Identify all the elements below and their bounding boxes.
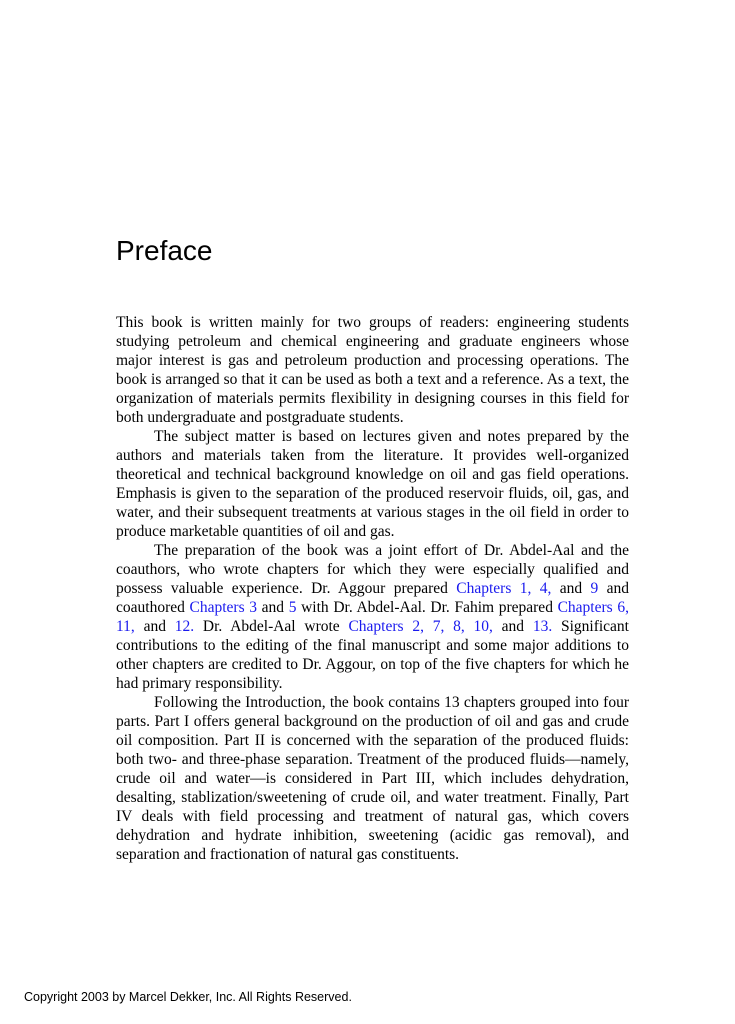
page-title: Preface [116, 235, 213, 266]
paragraph-3-text-4: and [257, 599, 289, 616]
paragraph-3-text-1: The preparation of the book was a joint effort of Dr. Abdel-Aal and the coauthors, who wrote chapters for which they were especially qualified and possess valuable experience. Dr. Aggour prepared [116, 542, 629, 597]
paragraph-3-text-2: and [551, 580, 591, 597]
chapter-link-3[interactable]: Chapters 3 [189, 599, 258, 616]
paragraph-3-text-5: with Dr. Abdel-Aal. Dr. Fahim prepared [296, 599, 558, 616]
paragraph-3-text-9: Significant contributions to the editing of the final manuscript and some major additions to other chapters are credited to Dr. Aggour, on top of the five chapters for which he had primary responsibility. [116, 618, 629, 692]
paragraph-3-text-3: and coauthored [116, 580, 629, 616]
chapter-link-6-11[interactable]: Chapters 6, 11, [116, 599, 629, 635]
chapter-link-1-4[interactable]: Chapters 1, 4, [456, 580, 552, 597]
paragraph-3-text-8: and [492, 618, 533, 635]
preface-body [116, 313, 629, 864]
chapter-link-5[interactable]: 5 [288, 599, 297, 616]
paragraph-4: Following the Introduction, the book contains 13 chapters grouped into four parts. Part I offers general background on the production of oil and gas and crude oil composition. Part II is concerned with the separation of the produced fluids: both two- and three-phase separation. Treatment of the produced fluids—namely, crude oil and water—is considered in Part III, which includes dehydration, desalting, stablization/sweetening of crude oil, and water treatment. Finally, Part IV deals with field processing and treatment of natural gas, which covers dehydration and hydrate inhibition, sweetening (acidic gas removal), and separation and fractionation of natural gas constituents. [116, 694, 629, 863]
chapter-link-9[interactable]: 9 [590, 580, 599, 597]
copyright-notice: Copyright 2003 by Marcel Dekker, Inc. All Rights Reserved. [24, 990, 352, 1004]
paragraph-3-text-6: and [134, 618, 175, 635]
paragraph-1: This book is written mainly for two groups of readers: engineering students studying petroleum and chemical engineering and graduate engineers whose major interest is gas and petroleum production and processing operations. The book is arranged so that it can be used as both a text and a reference. As a text, the organization of materials permits flexibility in designing courses in this field for both undergraduate and postgraduate students. [116, 314, 629, 426]
paragraph-2: The subject matter is based on lectures given and notes prepared by the authors and materials taken from the literature. It provides well-organized theoretical and technical background knowledge on oil and gas field operations. Emphasis is given to the separation of the produced reservoir fluids, oil, gas, and water, and their subsequent treatments at various stages in the oil field in order to produce marketable quantities of oil and gas. [116, 428, 629, 540]
chapter-link-2-7-8-10[interactable]: Chapters 2, 7, 8, 10, [348, 618, 493, 635]
paragraph-3-text-7: Dr. Abdel-Aal wrote [194, 618, 349, 635]
chapter-link-12[interactable]: 12. [174, 618, 195, 635]
paragraph-3 [116, 541, 629, 693]
chapter-link-13[interactable]: 13. [532, 618, 553, 635]
